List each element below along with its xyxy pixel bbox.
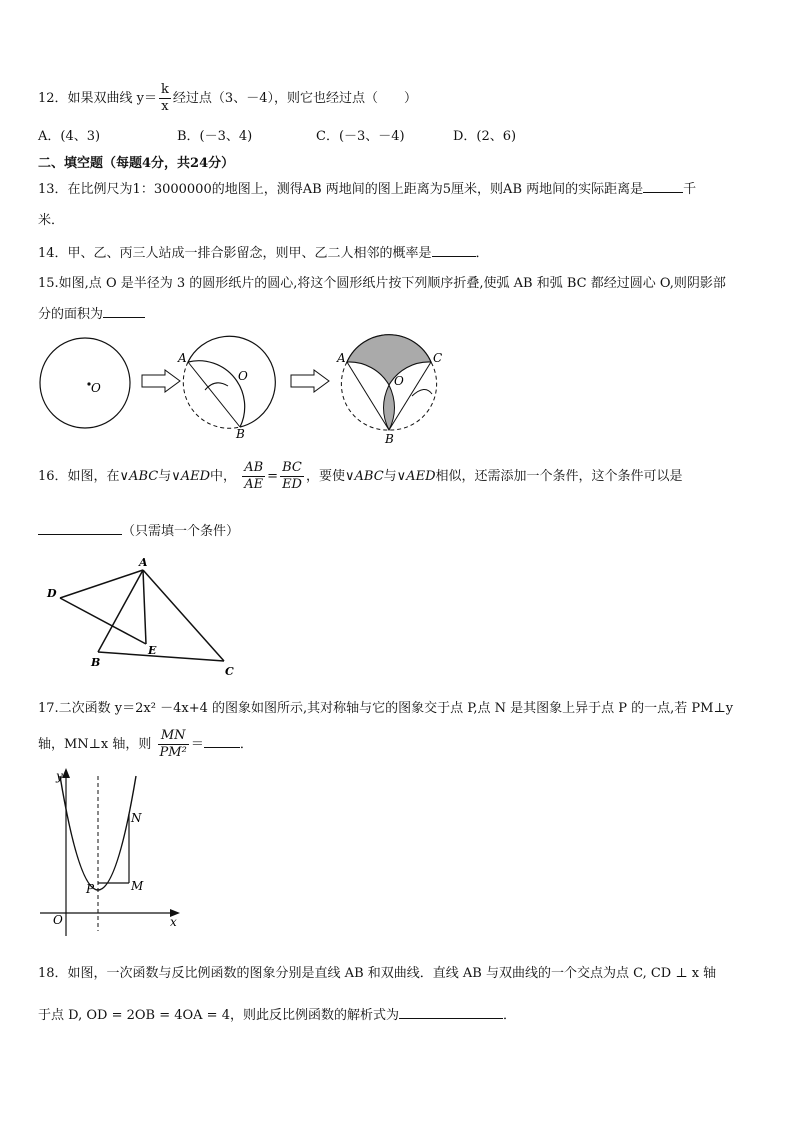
q16-label-a: A [139, 556, 148, 569]
q15-arrow-1-icon [142, 370, 180, 392]
q15-arrow-2-icon [291, 370, 329, 392]
q16-answer-blank[interactable] [38, 522, 122, 535]
q16-mid1-2: 与 [383, 469, 397, 484]
q16-equals: = [267, 469, 279, 484]
q16-mid4: 相似，还需添加一个条件，这个条件可以是 [435, 469, 683, 484]
q14-tail: ． [475, 246, 489, 261]
q16-label-d: D [47, 587, 57, 600]
q17-frac-num: MN [158, 728, 189, 745]
q15-label-b2: B [385, 432, 394, 446]
q16-label-c: C [225, 665, 234, 678]
q17-answer-blank[interactable] [204, 735, 240, 748]
q16-seg-ae [143, 570, 146, 644]
q16-prefix: 16．如图，在 [38, 469, 120, 484]
q17-equals: ＝ [190, 737, 204, 752]
q16-seg-de [60, 598, 146, 644]
q17-prefix: 轴，MN⊥x 轴，则 [38, 737, 152, 752]
q15-line1: 15.如图,点 O 是半径为 3 的圆形纸片的圆心,将这个圆形纸片按下列顺序折叠,使弧 AB 和弧 BC 都经过圆心 O,则阴影部 [38, 276, 726, 291]
q17-label-y: y [56, 769, 63, 783]
q16-line2-text: （只需填一个条件） [122, 524, 240, 539]
q16-figure [0, 548, 260, 688]
q18-answer-blank[interactable] [399, 1006, 503, 1019]
q15-label-o1: O [91, 381, 101, 395]
q17-end: ． [239, 737, 253, 752]
q17-frac-den: PM² [159, 745, 187, 760]
q15-label-a1: A [178, 351, 187, 365]
q12-suffix: 经过点（3、－4），则它也经过点（ ） [172, 91, 417, 106]
q17-line2 [38, 728, 253, 761]
q12-option-d[interactable]: D．(2、6) [453, 129, 517, 144]
q16-frac-2 [280, 460, 304, 493]
q13-tail: 千 [683, 182, 697, 197]
q17-label-x: x [170, 915, 177, 929]
q13-text: 13．在比例尺为1：3000000的地图上，测得AB 两地间的图上距离为5厘米，则AB 两地间的实际距离是 [38, 182, 644, 197]
q15-label-a2: A [337, 351, 346, 365]
q16-tri-aed: ∨AED [171, 469, 211, 484]
q15-chord-ab [188, 362, 240, 427]
q17-label-p: P [86, 882, 95, 896]
q15-circle-2-dashed [183, 362, 240, 428]
q15-label-o3: O [394, 374, 404, 388]
q16-frac-1 [242, 460, 265, 493]
q16-mid2: 中， [210, 469, 237, 484]
q14-answer-blank[interactable] [432, 244, 476, 257]
q15-circle-2-arc [188, 336, 275, 427]
q14-text: 14．甲、乙、丙三人站成一排合影留念，则甲、乙二人相邻的概率是 [38, 246, 432, 261]
q14-stem [38, 242, 489, 261]
q15-line2 [38, 303, 145, 322]
q18-line1: 18．如图，一次函数与反比例函数的图象分别是直线 AB 和双曲线．直线 AB 与双曲线的一个交点为点 C, CD ⊥ x 轴 [38, 966, 717, 981]
q17-fraction [158, 728, 189, 761]
q17-label-m: M [131, 879, 144, 893]
q16-frac1-den: AE [244, 477, 264, 492]
q12-prefix: 12．如果双曲线 y＝ [38, 91, 158, 106]
q15-shaded-top [347, 335, 431, 385]
q12-option-c[interactable]: C．(－3、－4) [316, 129, 405, 144]
q16-tri-aed-2: ∨AED [396, 469, 436, 484]
q12-stem [38, 82, 417, 115]
q12-frac-den: x [161, 99, 169, 114]
q16-frac2-den: ED [282, 477, 302, 492]
q13-line2: 米． [38, 213, 65, 228]
q16-tri-abc: ∨ABC [119, 469, 159, 484]
q17-figure [0, 766, 200, 936]
q15-circle-1 [40, 338, 130, 428]
q16-stem [38, 460, 683, 493]
q16-frac1-num: AB [244, 460, 264, 475]
q15-text: 分的面积为 [38, 307, 104, 322]
q16-label-e: E [148, 644, 157, 657]
q15-label-b1: B [236, 427, 245, 441]
q15-fold-arrow-icon [205, 383, 228, 390]
q15-answer-blank[interactable] [103, 305, 145, 318]
q12-option-b[interactable]: B．(－3、4) [177, 129, 253, 144]
q16-frac2-num: BC [280, 460, 304, 477]
q18-end: ． [502, 1008, 516, 1023]
q15-fold-arc [188, 361, 245, 427]
q13-answer-blank[interactable] [643, 180, 683, 193]
q12-option-a[interactable]: A．(4、3) [38, 129, 101, 144]
q15-label-c: C [433, 351, 443, 365]
q12-frac-num: k [161, 82, 169, 97]
q16-line2 [38, 520, 239, 539]
q16-mid1: 与 [158, 469, 172, 484]
q15-figure [0, 330, 794, 450]
q15-label-o2: O [238, 369, 248, 383]
q15-fold-arrow-2-icon [412, 389, 432, 396]
q12-fraction [159, 82, 171, 115]
q18-line2 [38, 1004, 516, 1023]
q17-line1: 17.二次函数 y＝2x² －4x+4 的图象如图所示,其对称轴与它的图象交于点 P,点 N 是其图象上异于点 P 的一点,若 PM⊥y [38, 701, 734, 716]
q16-mid3: ，要使 [305, 469, 345, 484]
q17-label-o: O [53, 913, 63, 927]
q18-text: 于点 D, OD = 2OB = 4OA = 4，则此反比例函数的解析式为 [38, 1008, 399, 1023]
q13-line1 [38, 178, 696, 197]
q16-tri-abc-2: ∨ABC [345, 469, 384, 484]
q17-y-arrow-icon [62, 768, 70, 778]
q17-label-n: N [131, 811, 142, 825]
q16-seg-bc [98, 652, 224, 661]
section-header: 二、填空题（每题4分，共24分） [38, 156, 235, 171]
q16-label-b: B [91, 656, 101, 669]
